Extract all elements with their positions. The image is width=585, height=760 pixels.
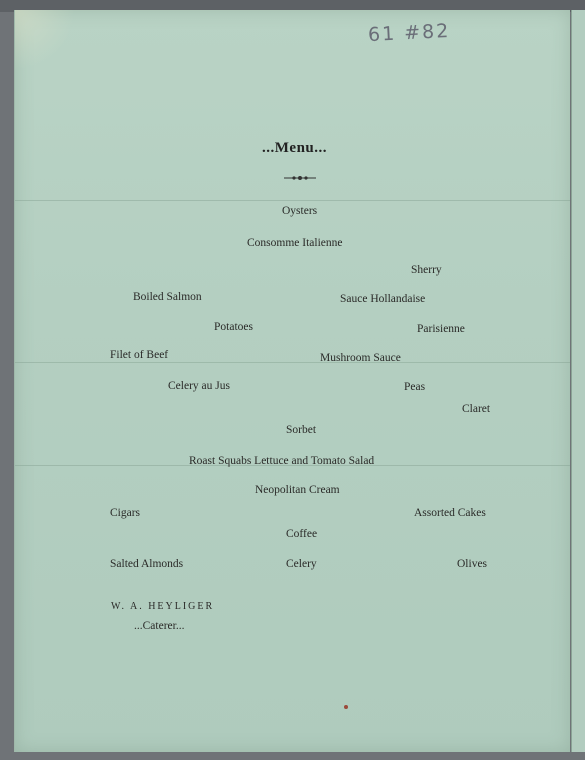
menu-item-cigars: Cigars [110, 507, 141, 519]
paper-spot [344, 705, 348, 709]
menu-item-claret: Claret [462, 403, 491, 415]
caterer-name: W. A. HEYLIGER [111, 601, 215, 612]
caterer-title: ...Caterer... [134, 620, 185, 632]
menu-item-potatoes: Potatoes [214, 321, 253, 333]
menu-item-neopolitan-cream: Neopolitan Cream [255, 484, 340, 496]
menu-item-celery: Celery [286, 558, 317, 570]
menu-page [14, 10, 570, 752]
menu-item-sorbet: Sorbet [286, 424, 317, 436]
menu-item-sauce-hollandaise: Sauce Hollandaise [340, 293, 426, 305]
ornament-divider-icon [284, 174, 316, 182]
menu-title: ...Menu... [262, 140, 327, 156]
menu-item-consomme: Consomme Italienne [247, 237, 343, 249]
menu-item-boiled-salmon: Boiled Salmon [133, 291, 202, 303]
menu-item-mushroom-sauce: Mushroom Sauce [320, 352, 401, 364]
menu-item-roast-squabs: Roast Squabs Lettuce and Tomato Salad [189, 455, 375, 467]
menu-item-filet-of-beef: Filet of Beef [110, 349, 169, 361]
facing-page-edge [571, 10, 585, 752]
menu-item-assorted-cakes: Assorted Cakes [414, 507, 486, 519]
paper-crease [15, 200, 570, 201]
menu-item-olives: Olives [457, 558, 488, 570]
menu-item-salted-almonds: Salted Almonds [110, 558, 184, 570]
menu-item-parisienne: Parisienne [417, 323, 465, 335]
menu-item-oysters: Oysters [282, 205, 318, 217]
menu-item-peas: Peas [404, 381, 426, 393]
handwritten-page-number: 61 #82 [367, 19, 451, 47]
paper-crease [15, 362, 570, 363]
menu-item-celery-au-jus: Celery au Jus [168, 380, 230, 392]
menu-item-coffee: Coffee [286, 528, 318, 540]
menu-item-sherry: Sherry [411, 264, 442, 276]
